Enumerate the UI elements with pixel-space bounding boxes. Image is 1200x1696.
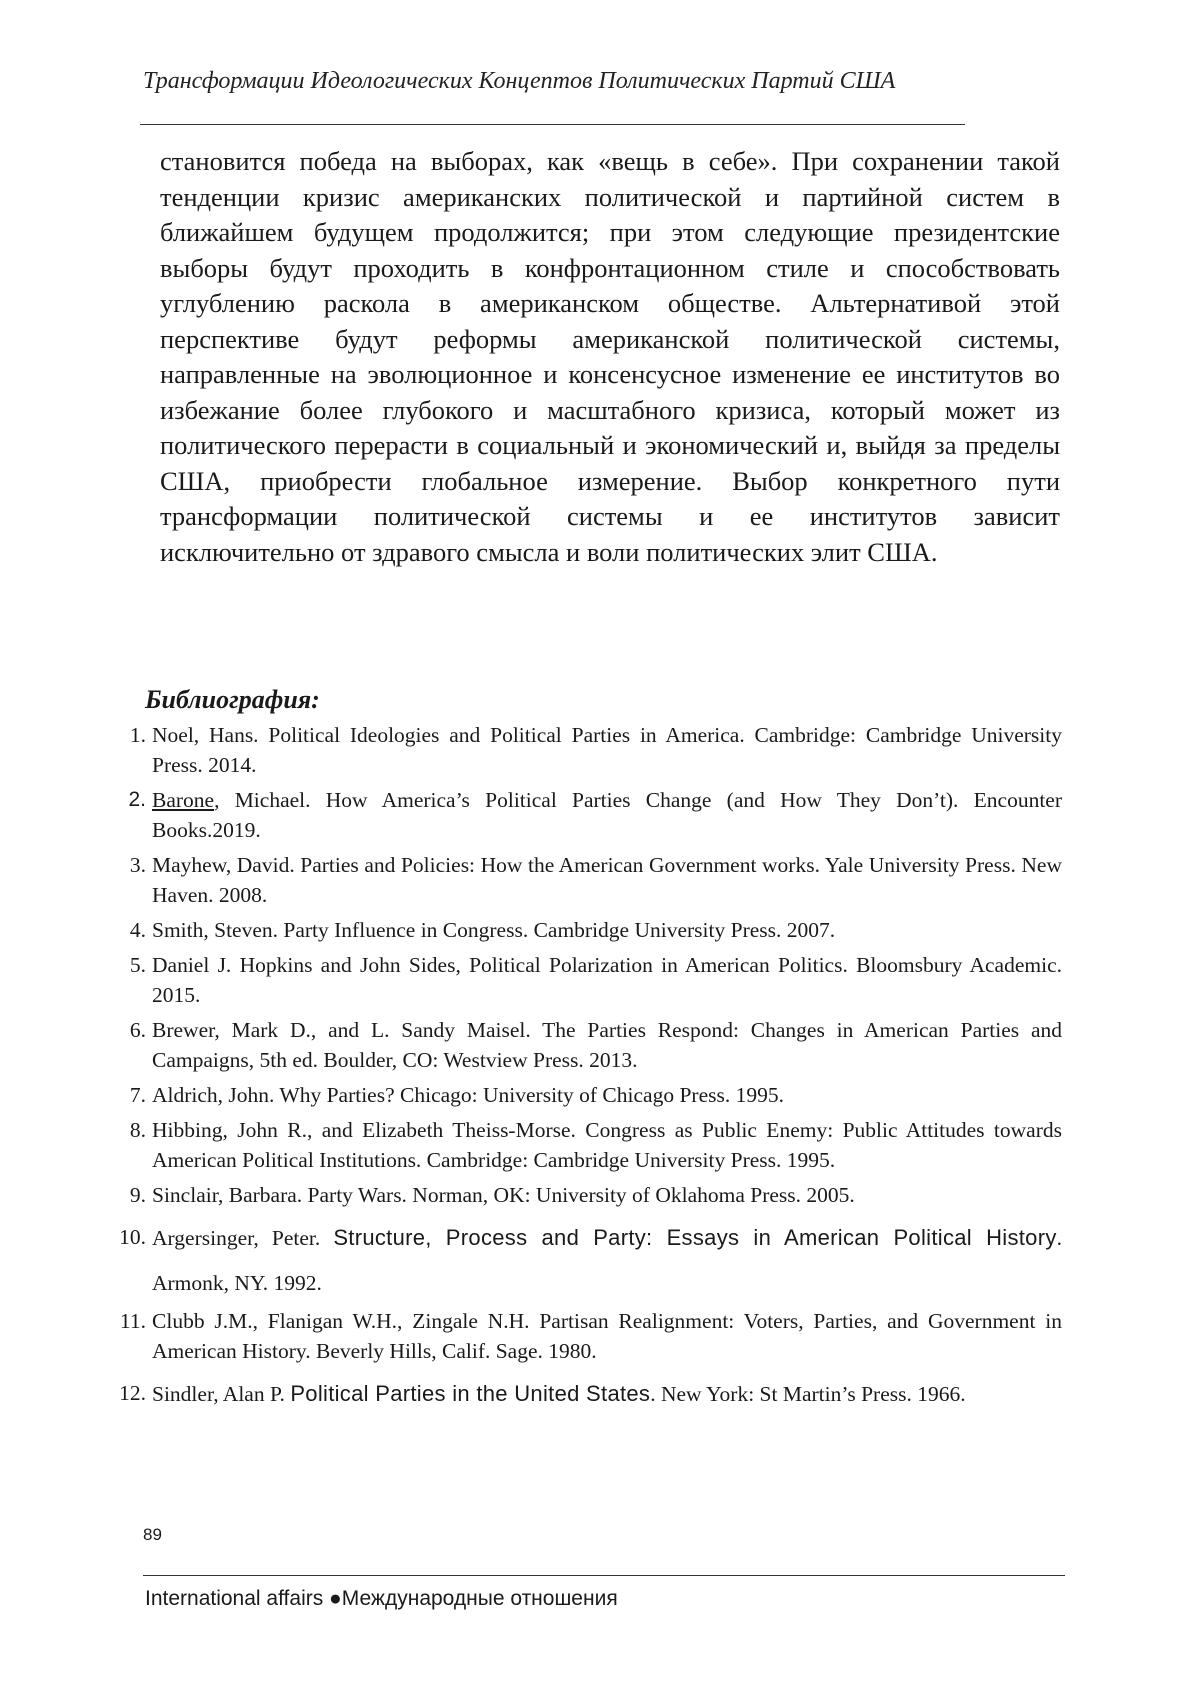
page-number: 89	[143, 1525, 162, 1544]
bibliography-list	[112, 720, 1062, 1417]
item-title: Structure, Process and Party: Essays in American Political History	[333, 1225, 1057, 1250]
item-author: Sindler, Alan P.	[152, 1382, 291, 1406]
item-number: 12.	[119, 1381, 146, 1405]
header-divider	[140, 124, 965, 125]
item-text: Clubb J.M., Flanigan W.H., Zingale N.H. Partisan Realignment: Voters, Parties, and Government in American History. Beverly Hills, Calif. Sage. 1980.	[152, 1309, 1062, 1363]
bibliography-item	[112, 720, 1062, 780]
item-text: Sinclair, Barbara. Party Wars. Norman, OK: University of Oklahoma Press. 2005.	[152, 1183, 855, 1207]
bibliography-item	[112, 950, 1062, 1010]
item-author-link[interactable]: Barone	[152, 788, 215, 812]
item-text: Brewer, Mark D., and L. Sandy Maisel. The Parties Respond: Changes in American Parties and Campaigns, 5th ed. Boulder, CO: Westview Press. 2013.	[152, 1018, 1062, 1072]
item-text-rest: , Michael. How America’s Political Parties Change (and How They Don’t). Encounter Books.2019.	[152, 788, 1062, 842]
item-text: Aldrich, John. Why Parties? Chicago: University of Chicago Press. 1995.	[152, 1083, 784, 1107]
item-number: 1.	[129, 723, 146, 747]
item-text: Smith, Steven. Party Influence in Congress. Cambridge University Press. 2007.	[152, 918, 836, 942]
item-number: 7.	[129, 1083, 146, 1107]
item-number: 10.	[119, 1225, 146, 1249]
bibliography-item	[112, 1080, 1062, 1110]
item-publisher: . New York: St Martin’s Press. 1966.	[650, 1382, 966, 1406]
bibliography-item	[112, 785, 1062, 845]
item-publisher: . Armonk, NY. 1992.	[152, 1226, 1063, 1295]
bibliography-item	[112, 1306, 1062, 1366]
item-number: 2.	[128, 788, 146, 811]
item-text	[152, 1215, 1062, 1306]
bibliography-item	[112, 1180, 1062, 1210]
item-number: 8.	[129, 1118, 146, 1142]
item-number: 5.	[129, 953, 146, 977]
body-paragraph: становится победа на выборах, как «вещь в себе». При сохранении такой тенденции кризис американских политической и партийной систем в ближайшем будущем продолжится; при этом следующие президентские выборы будут проходить в конфронтационном стиле и способствовать углублению раскола в американском обществе. Альтернативой этой перспективе будут реформы американской политической системы, направленные на эволюционное и консенсусное изменение ее институтов во избежание более глубокого и масштабного кризиса, который может из политического перерасти в социальный и экономический и, выйдя за пределы США, приобрести глобальное измерение. Выбор конкретного пути трансформации политической системы и ее институтов зависит исключительно от здравого смысла и воли политических элит США.	[160, 146, 1060, 567]
footer-divider	[143, 1575, 1065, 1576]
item-number: 3.	[129, 853, 146, 877]
item-number: 11.	[119, 1309, 146, 1333]
bibliography-item	[112, 1215, 1062, 1306]
item-number: 4.	[129, 918, 146, 942]
item-number: 9.	[129, 1183, 146, 1207]
bibliography-heading: Библиография:	[145, 685, 320, 714]
bibliography-item	[112, 1371, 1062, 1417]
item-title: Political Parties in the United States	[290, 1381, 651, 1406]
bibliography-item	[112, 1015, 1062, 1075]
bibliography-item	[112, 915, 1062, 945]
bibliography-item	[112, 850, 1062, 910]
item-text: Noel, Hans. Political Ideologies and Political Parties in America. Cambridge: Cambridge University Press. 2014.	[152, 723, 1062, 777]
item-text	[152, 1371, 1062, 1417]
running-header: Трансформации Идеологических Концептов Политических Партий США	[143, 68, 896, 94]
bibliography-item	[112, 1115, 1062, 1175]
journal-footer: International affairs ●Международные отношения	[145, 1587, 618, 1610]
item-text: Mayhew, David. Parties and Policies: How the American Government works. Yale University Press. New Haven. 2008.	[152, 853, 1062, 907]
item-text: Hibbing, John R., and Elizabeth Theiss-Morse. Congress as Public Enemy: Public Attitudes towards American Political Institutions. Cambridge: Cambridge University Press. 1995.	[152, 1118, 1062, 1172]
item-text	[152, 785, 1062, 845]
item-text: Daniel J. Hopkins and John Sides, Political Polarization in American Politics. Bloomsbury Academic. 2015.	[152, 953, 1062, 1007]
item-author: Argersinger, Peter.	[152, 1226, 334, 1250]
item-number: 6.	[129, 1018, 146, 1042]
